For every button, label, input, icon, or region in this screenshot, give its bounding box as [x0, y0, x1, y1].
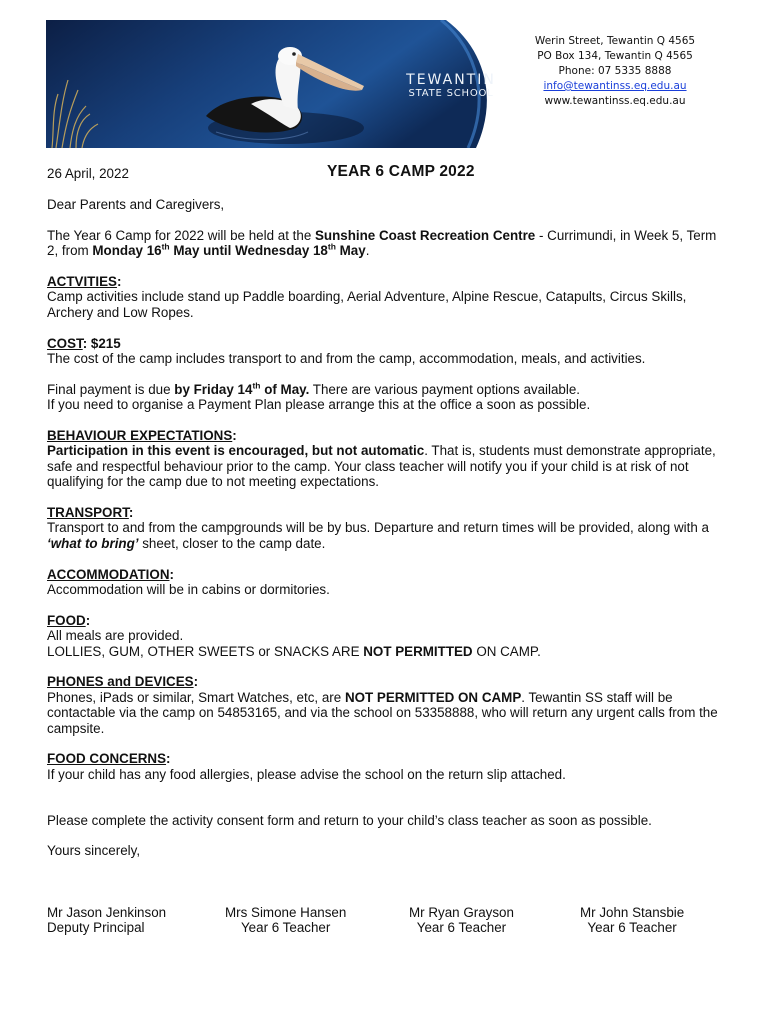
payment-due-month: of May.: [260, 381, 310, 397]
behaviour-emphasis: Participation in this event is encouraged, but not automatic: [47, 443, 425, 459]
food-concerns-section: [47, 751, 727, 782]
intro-period: .: [365, 243, 370, 259]
behaviour-section: [47, 428, 727, 490]
signatory-role: Year 6 Teacher: [240, 920, 331, 936]
signatory-deputy-principal: [47, 905, 166, 936]
school-logo: [396, 72, 506, 100]
start-date: Monday 16: [92, 243, 162, 259]
end-date-suffix: th: [327, 241, 336, 252]
transport-text: Transport to and from the campgrounds will be by bus. Departure and return times will be provided, along with a: [47, 520, 709, 536]
intro-text: The Year 6 Camp for 2022 will be held at the: [47, 227, 315, 243]
cost-heading: COST: [47, 335, 83, 351]
what-to-bring-label: ‘what to bring’: [47, 535, 139, 551]
behaviour-heading: BEHAVIOUR EXPECTATIONS: [47, 428, 233, 444]
school-phone: Phone: 07 5335 8888: [558, 65, 672, 77]
food-meals-text: All meals are provided.: [47, 628, 184, 644]
closing: Yours sincerely,: [47, 843, 141, 859]
heading-colon: :: [166, 751, 171, 767]
venue-name: Sunshine Coast Recreation Centre: [314, 227, 536, 243]
end-date: May until Wednesday 18: [169, 243, 328, 259]
end-month: May: [335, 243, 366, 259]
heading-colon: :: [128, 505, 134, 521]
heading-colon: :: [85, 612, 91, 628]
payment-date-suffix: th: [252, 380, 261, 391]
activities-heading: ACTVITIES: [47, 274, 117, 289]
school-email-link[interactable]: info@tewantinss.eq.edu.au: [543, 80, 687, 92]
transport-section: [47, 505, 727, 551]
school-subtitle: STATE SCHOOL: [408, 88, 494, 99]
food-rule-text-2: ON CAMP.: [472, 643, 541, 659]
accommodation-heading: ACCOMMODATION: [47, 566, 170, 582]
phones-text-2: . Tewantin SS staff will be contactable via the camp on 54853165, and via the school on 53358888, who will return any urgent calls from the campsite.: [47, 689, 718, 736]
signatory-name: Mr Ryan Grayson: [409, 905, 514, 920]
signatory-name: Mr John Stansbie: [580, 905, 685, 920]
payment-plan-text: If you need to organise a Payment Plan please arrange this at the office a soon as possible.: [47, 397, 591, 413]
food-concerns-heading: FOOD CONCERNS: [47, 751, 167, 767]
transport-heading: TRANSPORT: [47, 505, 129, 521]
accommodation-section: [47, 567, 727, 598]
phones-not-permitted: NOT PERMITTED ON CAMP: [344, 689, 522, 705]
heading-colon: :: [169, 566, 174, 582]
signatory-teacher-hansen: [225, 905, 346, 936]
signatory-teacher-stansbie: [580, 905, 684, 936]
consent-request: Please complete the activity consent form and return to your child’s class teacher as soon as possible.: [47, 812, 652, 828]
activities-text: Camp activities include stand up Paddle boarding, Aerial Adventure, Alpine Rescue, Catapults, Circus Skills, Archery and Low Ropes.: [47, 289, 687, 320]
food-rule-text: LOLLIES, GUM, OTHER SWEETS or SNACKS ARE: [47, 643, 364, 659]
signatory-teacher-grayson: [409, 905, 514, 936]
food-concerns-text: If your child has any food allergies, please advise the school on the return slip attached.: [47, 766, 566, 782]
food-heading: FOOD: [47, 612, 86, 628]
letter-title: YEAR 6 CAMP 2022: [327, 163, 475, 180]
activities-section: [47, 274, 727, 320]
signatory-role: Year 6 Teacher: [416, 920, 507, 936]
heading-colon: :: [193, 674, 199, 690]
heading-colon: :: [232, 428, 237, 444]
heading-colon: :: [116, 274, 122, 289]
food-not-permitted: NOT PERMITTED: [363, 643, 473, 659]
phones-heading: PHONES and DEVICES: [47, 674, 194, 690]
letter-body: [47, 197, 727, 859]
cost-value: : $215: [82, 335, 121, 351]
school-name: TEWANTIN: [406, 72, 496, 88]
signatory-name: Mr Jason Jenkinson: [47, 905, 167, 920]
phones-text: Phones, iPads or similar, Smart Watches, etc, are: [47, 689, 345, 705]
signatory-role: Year 6 Teacher: [587, 920, 677, 936]
address-line-po-box: PO Box 134, Tewantin Q 4565: [537, 50, 693, 62]
signatory-name: Mrs Simone Hansen: [225, 905, 347, 920]
phones-section: [47, 674, 727, 736]
signatories: [47, 905, 727, 945]
letter-date: 26 April, 2022: [47, 166, 129, 181]
payment-text: Final payment is due: [47, 381, 175, 397]
food-section: [47, 613, 727, 659]
behaviour-text: . That is, students must demonstrate appropriate, safe and respectful behaviour prior to the camp. Your class teacher will notify you if your child is at risk of not qualifying for the camp due to not meeting expectations.: [47, 443, 716, 490]
payment-due-date: by Friday 14: [174, 381, 253, 397]
greeting: Dear Parents and Caregivers,: [47, 197, 225, 212]
intro-paragraph: [47, 228, 727, 259]
cost-text: The cost of the camp includes transport to and from the camp, accommodation, meals, and activities.: [47, 351, 646, 367]
intro-text-2: - Currimundi, in Week 5, Term 2, from: [47, 227, 717, 259]
payment-section: [47, 382, 727, 413]
transport-text-2: sheet, closer to the camp date.: [138, 535, 326, 551]
accommodation-text: Accommodation will be in cabins or dormitories.: [47, 582, 330, 598]
school-website: www.tewantinss.eq.edu.au: [544, 95, 686, 107]
signatory-role: Deputy Principal: [47, 920, 145, 936]
cost-section: [47, 336, 727, 367]
payment-options-text: There are various payment options available.: [309, 381, 581, 397]
school-banner: [46, 20, 506, 148]
start-date-suffix: th: [161, 241, 170, 252]
address-line-street: Werin Street, Tewantin Q 4565: [534, 35, 696, 47]
school-address: [515, 34, 715, 109]
